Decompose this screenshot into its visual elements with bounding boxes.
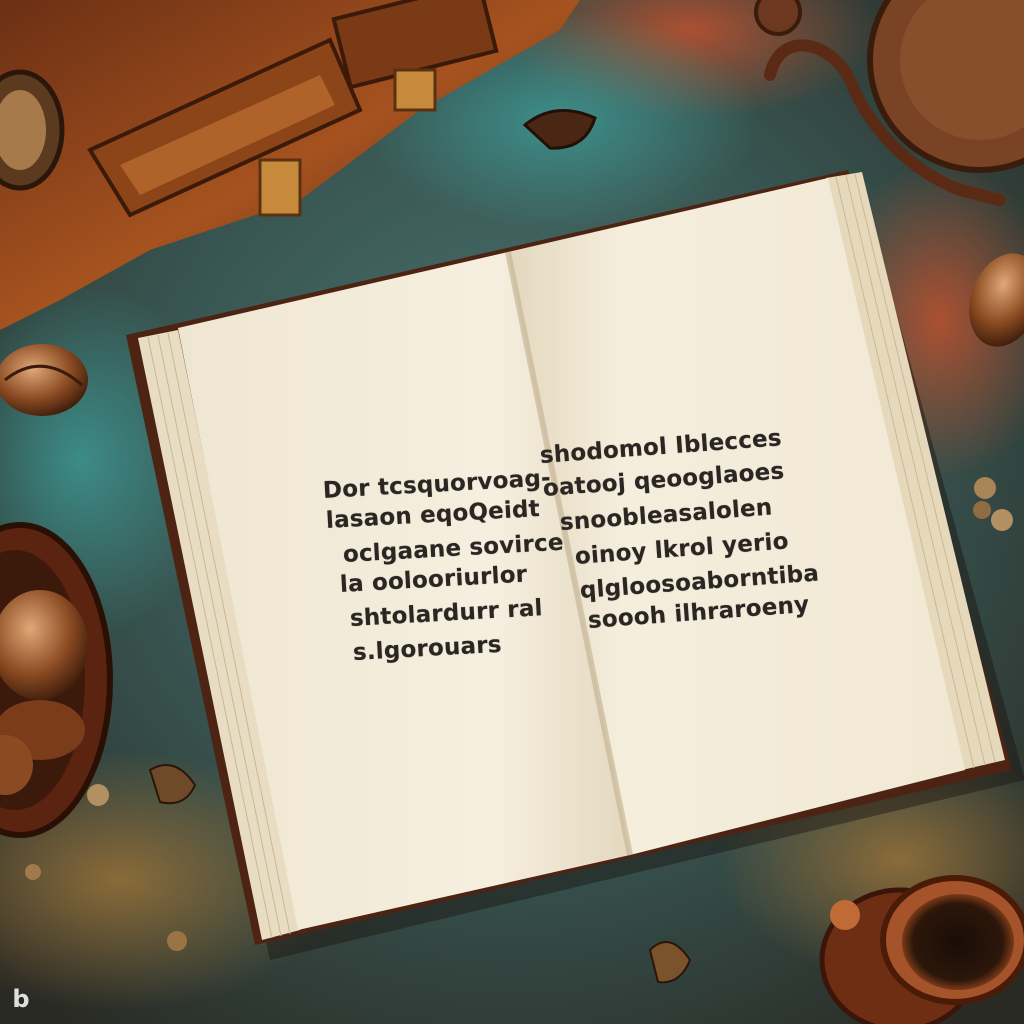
left-page-line: lasaon eqoQeidt bbox=[325, 496, 541, 534]
right-page-line: oatooj qeooglaoes bbox=[542, 458, 786, 502]
left-page-line: oclgaane sovirce bbox=[342, 529, 565, 568]
left-page-line: s.lgorouars bbox=[352, 631, 503, 666]
right-page-line: qlgloosoaborntiba bbox=[579, 560, 820, 604]
left-page-line: Dor tcsquorvoag- bbox=[322, 465, 552, 504]
right-page-line: soooh ilhraroeny bbox=[587, 591, 811, 634]
right-page-line: snoobleasalolen bbox=[559, 494, 774, 536]
watermark-logo: b bbox=[12, 985, 30, 1013]
right-page-line: oinoy lkrol yerio bbox=[574, 528, 790, 570]
shell-left bbox=[0, 344, 88, 416]
right-page-line: shodomol Iblecces bbox=[539, 425, 783, 469]
left-page-line: shtolardurr ral bbox=[349, 595, 544, 632]
left-page-line: la oolooriurlor bbox=[339, 561, 528, 598]
